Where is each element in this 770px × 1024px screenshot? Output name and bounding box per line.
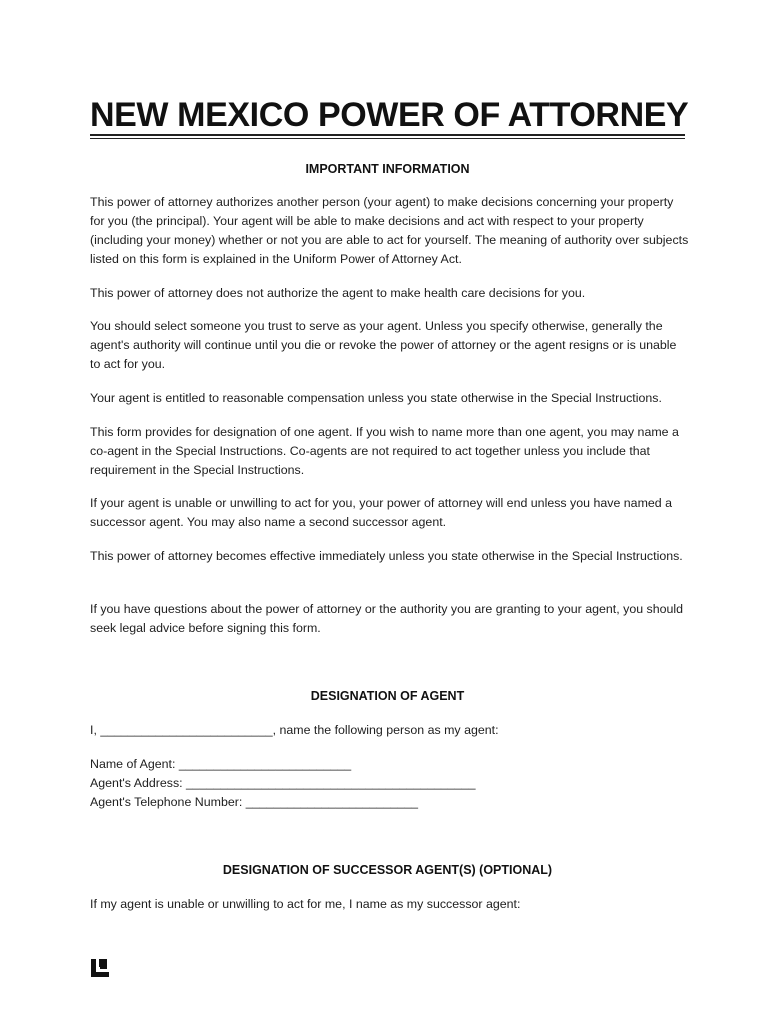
logo-bar-bottom [91,972,109,977]
lawdistrict-logo-icon [90,958,110,978]
successor-agent-heading: DESIGNATION OF SUCCESSOR AGENT(S) (OPTIONAL) [222,863,553,877]
principal-name-field[interactable]: I, _________________________, name the following person as my agent: [90,723,499,737]
paragraph-co-agent: This form provides for designation of one agent. If you wish to name more than one agent, you may name a co-agent in the Special Instructions. Co-agents are not required to act together unless you include that requirement in the Special Instructions. [90,425,679,477]
title-underline [90,134,685,139]
logo-block [99,959,107,969]
paragraph-legal-advice: If you have questions about the power of attorney or the authority you are granting to your agent, you should seek legal advice before signing this form. [90,602,684,635]
paragraph-health-care: This power of attorney does not authorize the agent to make health care decisions for you. [90,286,586,300]
paragraph-select-agent: You should select someone you trust to serve as your agent. Unless you specify otherwise, generally the agent's authority will continue until you die or revoke the power of attorney or the agent resigns or is unable to act for you. [90,319,677,371]
paragraph-authorization: This power of attorney authorizes another person (your agent) to make decisions concerning your property for you (the principal). Your agent will be able to make decisions and act with respect to your property (including your money) whether or not you are able to act for yourself. The meaning of authority over subjects listed on this form is explained in the Uniform Power of Attorney Act. [90,195,689,266]
agent-telephone-field[interactable]: Agent's Telephone Number: _________________________ [90,795,419,809]
designation-of-agent-heading: DESIGNATION OF AGENT [310,689,465,703]
important-information-heading: IMPORTANT INFORMATION [305,162,470,176]
paragraph-successor: If your agent is unable or unwilling to act for you, your power of attorney will end unless you have named a successor agent. You may also name a second successor agent. [90,496,673,529]
paragraph-effective: This power of attorney becomes effective immediately unless you state otherwise in the Special Instructions. [90,549,683,563]
successor-intro-text: If my agent is unable or unwilling to act for me, I name as my successor agent: [90,897,521,911]
agent-address-field[interactable]: Agent's Address: __________________________________________ [90,776,476,790]
agent-name-field[interactable]: Name of Agent: _________________________ [90,757,352,771]
paragraph-compensation: Your agent is entitled to reasonable compensation unless you state otherwise in the Special Instructions. [90,391,662,405]
logo-notch [98,967,100,970]
document-title: NEW MEXICO POWER OF ATTORNEY [90,96,689,134]
